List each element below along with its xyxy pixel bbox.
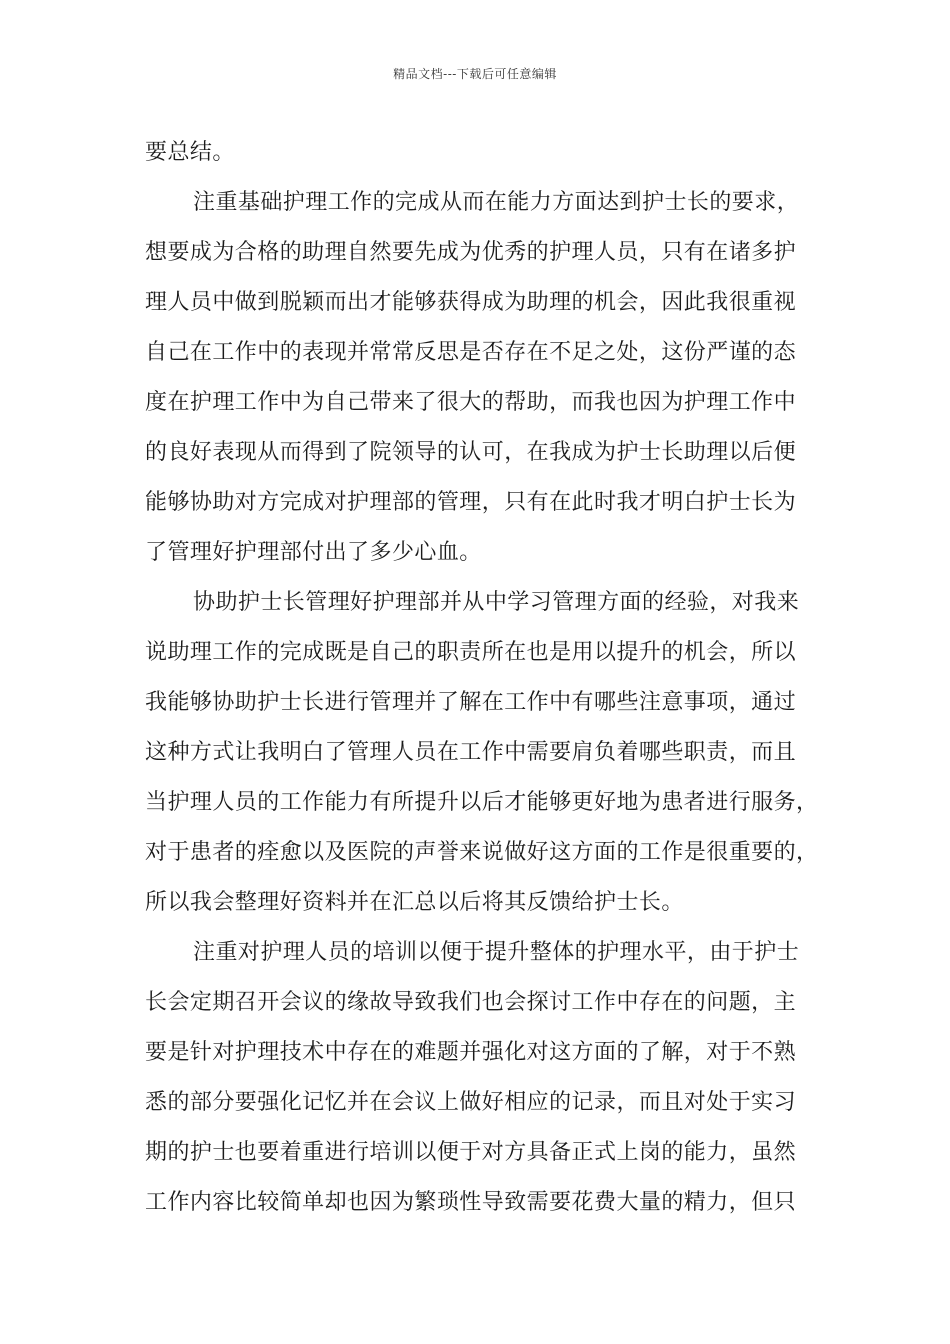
text-line: 要总结。: [145, 140, 235, 165]
text-line: 度在护理工作中为自己带来了很大的帮助，而我也因为护理工作中: [145, 390, 797, 415]
text-line: 所以我会整理好资料并在汇总以后将其反馈给护士长。: [145, 890, 684, 915]
text-line: 理人员中做到脱颖而出才能够获得成为助理的机会，因此我很重视: [145, 290, 797, 315]
text-line: 长会定期召开会议的缘故导致我们也会探讨工作中存在的问题，主: [145, 990, 797, 1015]
text-line: 了管理好护理部付出了多少心血。: [145, 540, 482, 565]
document-body: [145, 128, 825, 1228]
text-line: 注重对护理人员的培训以便于提升整体的护理水平，由于护士: [193, 940, 800, 965]
text-line: 悉的部分要强化记忆并在会议上做好相应的记录，而且对处于实习: [145, 1090, 797, 1115]
text-line: 的良好表现从而得到了院领导的认可，在我成为护士长助理以后便: [145, 440, 797, 465]
text-line: 要是针对护理技术中存在的难题并强化对这方面的了解，对于不熟: [145, 1040, 797, 1065]
text-line: 对于患者的痊愈以及医院的声誉来说做好这方面的工作是很重要的，: [145, 840, 819, 865]
text-line: 这种方式让我明白了管理人员在工作中需要肩负着哪些职责，而且: [145, 740, 797, 765]
text-line: 协助护士长管理好护理部并从中学习管理方面的经验，对我来: [193, 590, 800, 615]
text-line: 期的护士也要着重进行培训以便于对方具备正式上岗的能力，虽然: [145, 1140, 797, 1165]
text-line: 想要成为合格的助理自然要先成为优秀的护理人员，只有在诸多护: [145, 240, 797, 265]
text-line: 能够协助对方完成对护理部的管理，只有在此时我才明白护士长为: [145, 490, 797, 515]
text-line: 注重基础护理工作的完成从而在能力方面达到护士长的要求，: [193, 190, 800, 215]
text-line: 当护理人员的工作能力有所提升以后才能够更好地为患者进行服务，: [145, 790, 819, 815]
text-line: 自己在工作中的表现并常常反思是否存在不足之处，这份严谨的态: [145, 340, 797, 365]
text-line: 我能够协助护士长进行管理并了解在工作中有哪些注意事项，通过: [145, 690, 797, 715]
text-line: 说助理工作的完成既是自己的职责所在也是用以提升的机会，所以: [145, 640, 797, 665]
page-header: 精品文档---下载后可任意编辑: [393, 67, 557, 81]
text-line: 工作内容比较简单却也因为繁琐性导致需要花费大量的精力，但只: [145, 1190, 797, 1215]
